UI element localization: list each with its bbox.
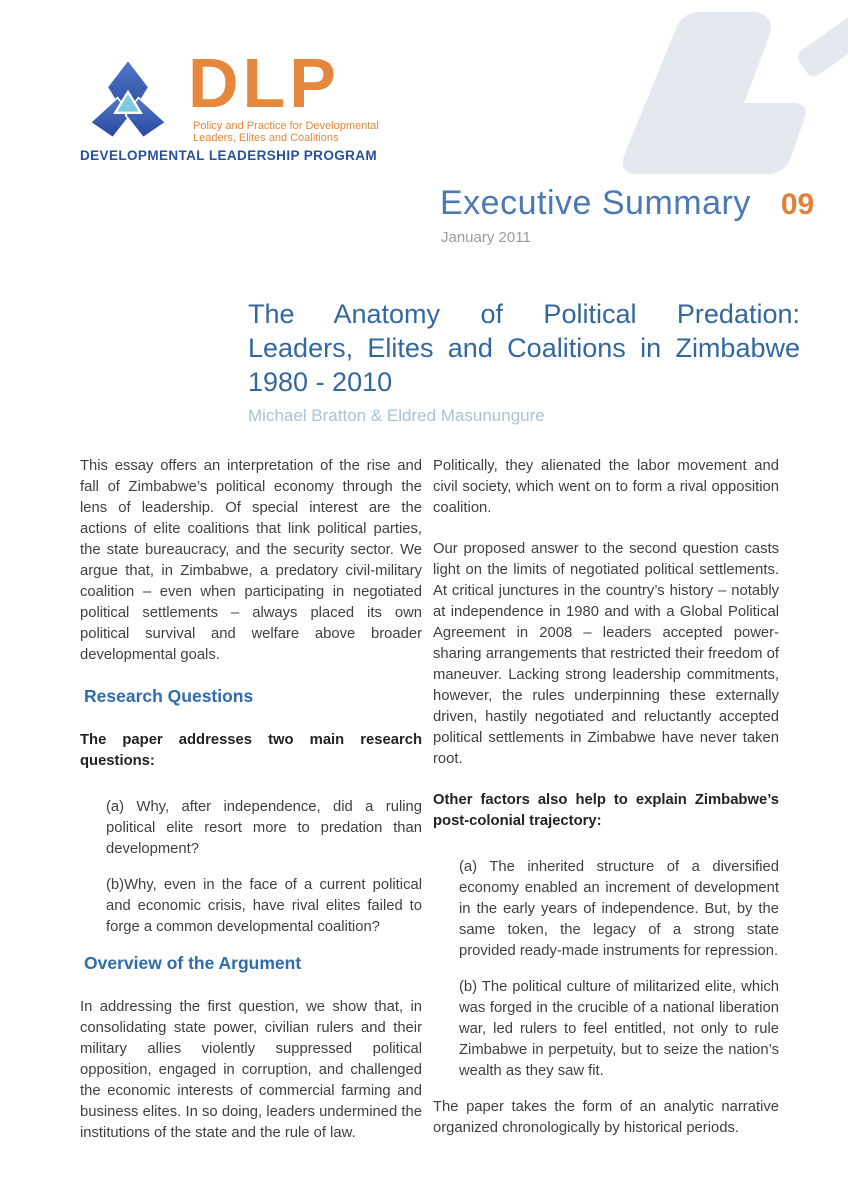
header: [440, 184, 814, 223]
question-b: (b)Why, even in the face of a current political and economic crisis, have rival elites failed to forge a common developmental coalition?: [106, 877, 422, 935]
question-a: (a) Why, after independence, did a ruling political elite resort more to predation than development?: [106, 799, 422, 857]
logo-tagline-line2: Leaders, Elites and Coalitions: [193, 131, 339, 144]
factor-b: (b) The political culture of militarized elite, which was forged in the crucible of a national liberation war, led rulers to feel entitled, not only to rule Zimbabwe in perpetuity, but to seize the nation’s wealth as they saw fit.: [459, 979, 779, 1079]
logo-acronym: DLP: [188, 44, 340, 122]
section-heading-overview: Overview of the Argument: [84, 953, 302, 973]
right-paragraph-2: Our proposed answer to the second question casts light on the limits of negotiated political settlements. At critical junctures in the country’s history – notably at independence in 1980 and with a Global Political Agreement in 2008 – leaders accepted power-sharing arrangements that restricted their freedom of maneuver. Lacking strong leadership commitments, however, the rules underpinning these externally driven, hastily negotiated and reluctantly accepted political settlements in Zimbabwe have never taken root.: [433, 541, 779, 767]
other-factors-lead: Other factors also help to explain Zimbabwe’s post-colonial trajectory:: [433, 792, 779, 829]
body-columns: [80, 456, 779, 1164]
logo-tagline-line1: Policy and Practice for Developmental: [193, 120, 379, 132]
section-heading-research-questions: Research Questions: [84, 686, 254, 706]
factor-a: (a) The inherited structure of a diversified economy enabled an increment of development in the early years of independence. But, by the same token, the legacy of a strong state provided ready-made instruments for repression.: [459, 859, 779, 959]
overview-paragraph: In addressing the first question, we show that, in consolidating state power, civilian rulers and their military allies violently suppressed political opposition, engaged in corruption, and challenged the economic interests of commercial farming and business elites. In so doing, leaders undermined the institutions of the state and the rule of law.: [80, 999, 422, 1141]
right-paragraph-1: Politically, they alienated the labor movement and civil society, which went on to form a rival opposition coalition.: [433, 458, 779, 516]
publication-date: January 2011: [441, 229, 531, 246]
paper-title-line3: 1980 - 2010: [248, 367, 393, 397]
paper-title-line1: The Anatomy of Political Predation:: [248, 299, 800, 329]
right-column: [433, 456, 779, 1164]
dlp-logo-icon: [88, 52, 168, 148]
right-paragraph-3: The paper takes the form of an analytic narrative organized chronologically by historical periods.: [433, 1099, 779, 1136]
intro-paragraph: This essay offers an interpretation of the rise and fall of Zimbabwe’s political economy through the lens of leadership. Of special interest are the actions of elite coalitions that link political parties, the state bureaucracy, and the security sector. We argue that, in Zimbabwe, a predatory civil-military coalition – even when participating in negotiated political settlements – always placed its own political survival and welfare above broader developmental goals.: [80, 458, 422, 663]
authors: Michael Bratton & Eldred Masunungure: [248, 406, 545, 425]
program-name: DEVELOPMENTAL LEADERSHIP PROGRAM: [80, 148, 378, 163]
left-column: [80, 456, 422, 1164]
doc-type-title: Executive Summary: [440, 184, 751, 222]
logo-tagline: [193, 121, 379, 144]
paper-title-block: [248, 297, 800, 426]
research-questions-lead: The paper addresses two main research questions:: [80, 732, 422, 769]
paper-title-line2: Leaders, Elites and Coalitions in Zimbabwe: [248, 333, 800, 363]
issue-number: 09: [780, 188, 815, 221]
decorative-swoosh-icon: [548, 0, 848, 200]
